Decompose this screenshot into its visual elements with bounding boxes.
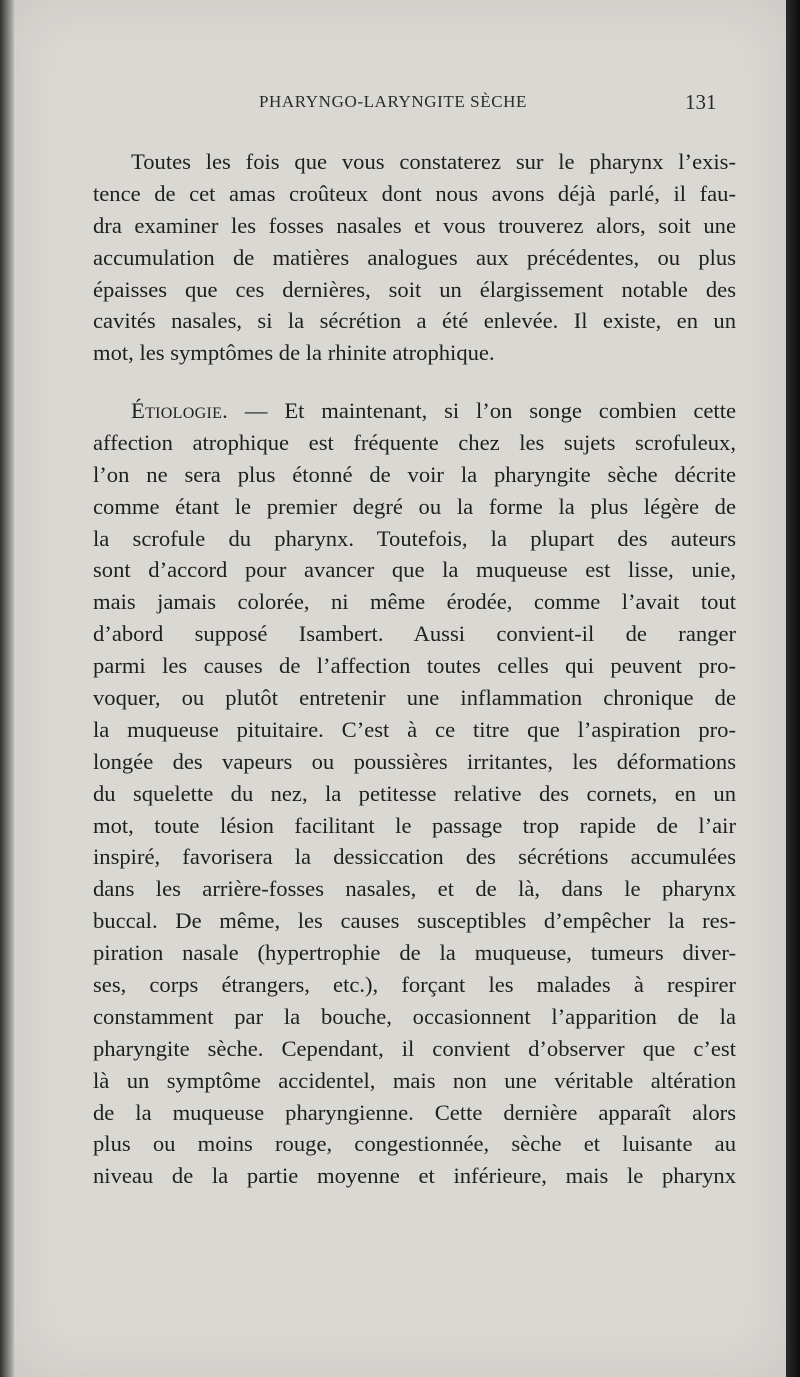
text-line: la muqueuse pituitaire. C’est à ce titre que l’aspiration pro-: [93, 716, 736, 742]
text-line: tence de cet amas croûteux dont nous avons déjà parlé, il fau-: [93, 180, 736, 206]
text-line: dans les arrière-fosses nasales, et de là, dans le pharynx: [93, 876, 736, 902]
text-line: piration nasale (hypertrophie de la muqueuse, tumeurs diver-: [93, 940, 736, 966]
text-line: accumulation de matières analogues aux précédentes, ou plus: [93, 244, 736, 270]
text-line: ses, corps étrangers, etc.), forçant les malades à respirer: [93, 972, 736, 998]
text-line: niveau de la partie moyenne et inférieure, mais le pharynx: [93, 1163, 736, 1189]
running-title: PHARYNGO-LARYNGITE SÈCHE: [259, 92, 527, 111]
text-line: la scrofule du pharynx. Toutefois, la plupart des auteurs: [93, 525, 736, 551]
text-line: parmi les causes de l’affection toutes celles qui peuvent pro-: [93, 653, 736, 679]
book-page: [14, 0, 786, 1377]
text-line: buccal. De même, les causes susceptibles d’empêcher la res-: [93, 908, 736, 934]
text-line: mot, toute lésion facilitant le passage trop rapide de l’air: [93, 812, 736, 838]
text-line-first: [93, 395, 736, 427]
scan-border-right: [786, 0, 800, 1377]
text-line: de la muqueuse pharyngienne. Cette dernière apparaît alors: [93, 1099, 736, 1125]
running-head: [14, 92, 786, 122]
text-line: mais jamais colorée, ni même érodée, comme l’avait tout: [93, 589, 736, 615]
text-line: voquer, ou plutôt entretenir une inflammation chronique de: [93, 685, 736, 711]
paragraph-etiologie: [93, 395, 736, 1192]
text-line: constamment par la bouche, occasionnent l’apparition de la: [93, 1003, 736, 1029]
text-line: affection atrophique est fréquente chez les sujets scrofuleux,: [93, 429, 736, 455]
text-line: sont d’accord pour avancer que la muqueuse est lisse, unie,: [93, 557, 736, 583]
paragraph-intro: [93, 146, 736, 369]
first-line-text: — Et maintenant, si l’on songe combien cette: [244, 398, 736, 423]
text-line: dra examiner les fosses nasales et vous trouverez alors, soit une: [93, 212, 736, 238]
text-line: là un symptôme accidentel, mais non une véritable altération: [93, 1067, 736, 1093]
text-line: d’abord supposé Isambert. Aussi convient-il de ranger: [93, 621, 736, 647]
section-heading: Étiologie.: [131, 398, 229, 423]
text-line: Toutes les fois que vous constaterez sur le pharynx l’exis-: [131, 149, 736, 174]
text-line: comme étant le premier degré ou la forme la plus légère de: [93, 493, 736, 519]
text-line: inspiré, favorisera la dessiccation des sécrétions accumulées: [93, 844, 736, 870]
text-line: l’on ne sera plus étonné de voir la pharyngite sèche décrite: [93, 461, 736, 487]
text-line: mot, les symptômes de la rhinite atrophique.: [93, 340, 495, 366]
text-line: longée des vapeurs ou poussières irritantes, les déformations: [93, 748, 736, 774]
text-line: plus ou moins rouge, congestionnée, sèche et luisante au: [93, 1131, 736, 1157]
text-line: épaisses que ces dernières, soit un élargissement notable des: [93, 276, 736, 302]
scan-border-left: [0, 0, 14, 1377]
page-number: 131: [685, 90, 717, 114]
text-line: du squelette du nez, la petitesse relative des cornets, en un: [93, 780, 736, 806]
text-line: pharyngite sèche. Cependant, il convient d’observer que c’est: [93, 1035, 736, 1061]
text-line: cavités nasales, si la sécrétion a été enlevée. Il existe, en un: [93, 308, 736, 334]
